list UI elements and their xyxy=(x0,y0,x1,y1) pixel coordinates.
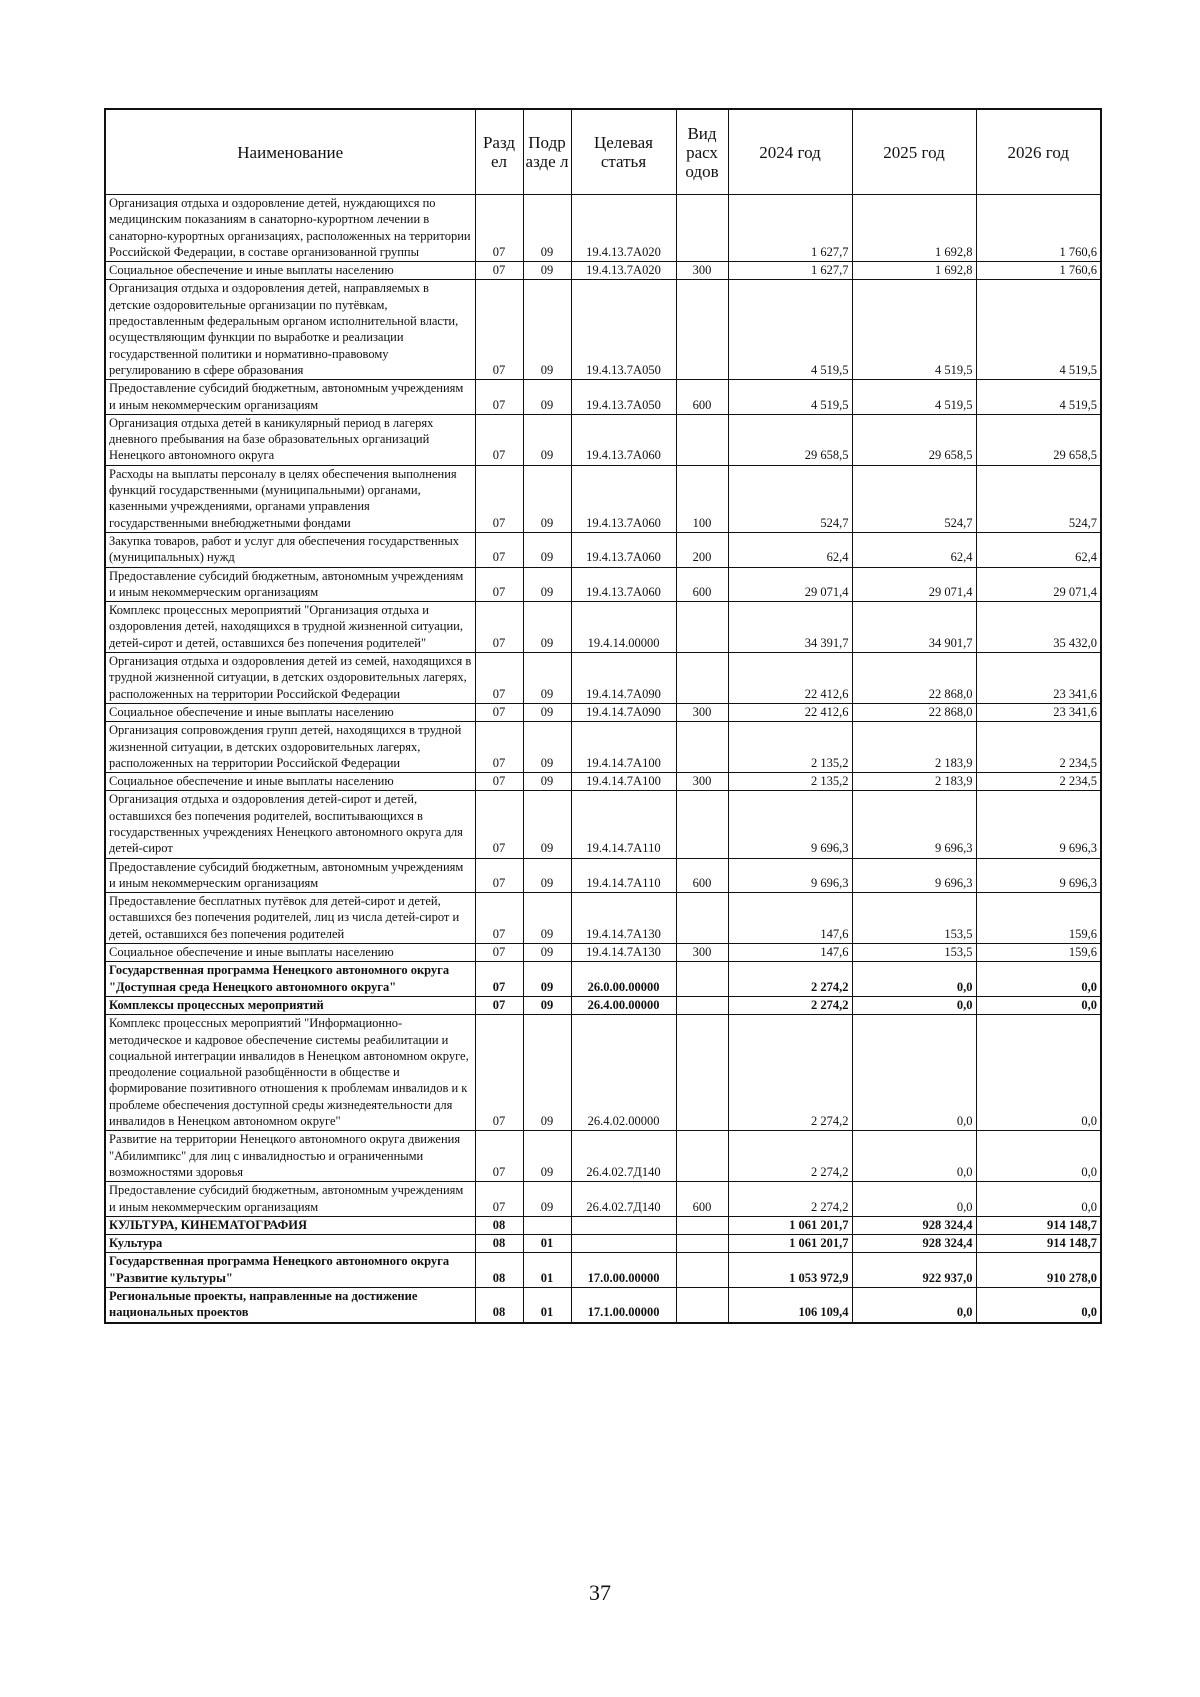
cell-podrazdel: 09 xyxy=(523,893,571,944)
cell-podrazdel: 09 xyxy=(523,195,571,262)
header-2024: 2024 год xyxy=(728,109,852,195)
cell-celevaya-statya: 19.4.13.7А060 xyxy=(571,567,676,602)
cell-name: Комплексы процессных мероприятий xyxy=(105,996,475,1014)
cell-2025: 1 692,8 xyxy=(852,195,976,262)
budget-table xyxy=(104,108,1102,1324)
cell-celevaya-statya xyxy=(571,1216,676,1234)
cell-2024: 29 658,5 xyxy=(728,414,852,465)
cell-name: Предоставление субсидий бюджетным, автономным учреждениям и иным некоммерческим организациям xyxy=(105,380,475,415)
cell-2024: 22 412,6 xyxy=(728,653,852,704)
cell-celevaya-statya: 19.4.14.7А130 xyxy=(571,944,676,962)
table-row xyxy=(105,722,1101,773)
cell-podrazdel: 09 xyxy=(523,962,571,997)
cell-name: Государственная программа Ненецкого автономного округа "Развитие культуры" xyxy=(105,1253,475,1288)
cell-razdel: 07 xyxy=(475,380,523,415)
cell-podrazdel xyxy=(523,1216,571,1234)
cell-celevaya-statya: 19.4.14.7А110 xyxy=(571,791,676,858)
cell-vid-rashodov xyxy=(676,195,728,262)
cell-razdel: 07 xyxy=(475,1182,523,1217)
cell-podrazdel: 09 xyxy=(523,532,571,567)
cell-razdel: 07 xyxy=(475,893,523,944)
cell-2024: 1 061 201,7 xyxy=(728,1216,852,1234)
table-row xyxy=(105,1216,1101,1234)
cell-celevaya-statya: 26.0.00.00000 xyxy=(571,962,676,997)
cell-podrazdel: 09 xyxy=(523,773,571,791)
cell-name: Социальное обеспечение и иные выплаты населению xyxy=(105,703,475,721)
cell-2024: 2 274,2 xyxy=(728,1131,852,1182)
cell-2025: 22 868,0 xyxy=(852,653,976,704)
cell-2024: 524,7 xyxy=(728,465,852,532)
cell-celevaya-statya xyxy=(571,1235,676,1253)
cell-2025: 922 937,0 xyxy=(852,1253,976,1288)
cell-podrazdel: 09 xyxy=(523,1182,571,1217)
cell-2026: 0,0 xyxy=(976,1182,1101,1217)
cell-2024: 147,6 xyxy=(728,944,852,962)
cell-celevaya-statya: 19.4.14.7А100 xyxy=(571,773,676,791)
table-row xyxy=(105,195,1101,262)
cell-name: Предоставление субсидий бюджетным, автономным учреждениям и иным некоммерческим организациям xyxy=(105,1182,475,1217)
header-razdel: Разд ел xyxy=(475,109,523,195)
cell-2025: 0,0 xyxy=(852,1131,976,1182)
cell-razdel: 07 xyxy=(475,791,523,858)
cell-vid-rashodov: 200 xyxy=(676,532,728,567)
cell-name: Комплекс процессных мероприятий "Организация отдыха и оздоровления детей, находящихся в трудной жизненной ситуации, детей-сирот и детей, оставшихся без попечения родителей" xyxy=(105,602,475,653)
cell-podrazdel: 09 xyxy=(523,1015,571,1131)
cell-celevaya-statya: 19.4.13.7А050 xyxy=(571,280,676,380)
table-body xyxy=(105,195,1101,1323)
cell-celevaya-statya: 26.4.00.00000 xyxy=(571,996,676,1014)
cell-name: Закупка товаров, работ и услуг для обеспечения государственных (муниципальных) нужд xyxy=(105,532,475,567)
cell-2024: 1 627,7 xyxy=(728,195,852,262)
cell-2026: 62,4 xyxy=(976,532,1101,567)
header-vid-rashodov: Вид расх одов xyxy=(676,109,728,195)
cell-name: Организация отдыха детей в каникулярный период в лагерях дневного пребывания на базе образовательных организаций Ненецкого автономного округа xyxy=(105,414,475,465)
cell-2026: 2 234,5 xyxy=(976,773,1101,791)
cell-2026: 23 341,6 xyxy=(976,703,1101,721)
cell-vid-rashodov xyxy=(676,1015,728,1131)
cell-2024: 1 627,7 xyxy=(728,262,852,280)
cell-podrazdel: 09 xyxy=(523,1131,571,1182)
cell-vid-rashodov: 300 xyxy=(676,262,728,280)
cell-podrazdel: 09 xyxy=(523,722,571,773)
cell-name: Государственная программа Ненецкого автономного округа "Доступная среда Ненецкого автономного округа" xyxy=(105,962,475,997)
cell-podrazdel: 09 xyxy=(523,465,571,532)
cell-razdel: 07 xyxy=(475,703,523,721)
page-number: 37 xyxy=(589,1580,611,1605)
cell-vid-rashodov xyxy=(676,791,728,858)
cell-vid-rashodov xyxy=(676,996,728,1014)
cell-podrazdel: 09 xyxy=(523,944,571,962)
cell-podrazdel: 09 xyxy=(523,567,571,602)
cell-vid-rashodov xyxy=(676,1288,728,1323)
cell-razdel: 07 xyxy=(475,195,523,262)
cell-vid-rashodov: 300 xyxy=(676,773,728,791)
cell-name: Предоставление бесплатных путёвок для детей-сирот и детей, оставшихся без попечения родителей, лиц из числа детей-сирот и детей, оставшихся без попечения родителей xyxy=(105,893,475,944)
cell-2026: 9 696,3 xyxy=(976,858,1101,893)
cell-razdel: 07 xyxy=(475,262,523,280)
cell-2025: 4 519,5 xyxy=(852,380,976,415)
cell-celevaya-statya: 19.4.13.7А060 xyxy=(571,414,676,465)
cell-celevaya-statya: 26.4.02.00000 xyxy=(571,1015,676,1131)
header-name: Наименование xyxy=(105,109,475,195)
cell-2024: 4 519,5 xyxy=(728,280,852,380)
cell-name: Предоставление субсидий бюджетным, автономным учреждениям и иным некоммерческим организациям xyxy=(105,858,475,893)
cell-2024: 22 412,6 xyxy=(728,703,852,721)
cell-2024: 2 274,2 xyxy=(728,996,852,1014)
cell-2024: 1 061 201,7 xyxy=(728,1235,852,1253)
table-row xyxy=(105,465,1101,532)
cell-vid-rashodov: 600 xyxy=(676,1182,728,1217)
cell-vid-rashodov: 300 xyxy=(676,703,728,721)
cell-celevaya-statya: 26.4.02.7Д140 xyxy=(571,1182,676,1217)
cell-2025: 62,4 xyxy=(852,532,976,567)
header-row xyxy=(105,109,1101,195)
cell-name: Организация отдыха и оздоровления детей, направляемых в детские оздоровительные организации по путёвкам, предоставленным федеральным органом исполнительной власти, осуществляющим функции по выработке и реализации государственной политики и нормативно-правовому регулированию в сфере образования xyxy=(105,280,475,380)
table-row xyxy=(105,893,1101,944)
cell-2025: 2 183,9 xyxy=(852,773,976,791)
cell-vid-rashodov xyxy=(676,1131,728,1182)
cell-2025: 9 696,3 xyxy=(852,791,976,858)
cell-2025: 0,0 xyxy=(852,962,976,997)
cell-razdel: 07 xyxy=(475,465,523,532)
cell-razdel: 07 xyxy=(475,858,523,893)
cell-razdel: 07 xyxy=(475,944,523,962)
cell-razdel: 07 xyxy=(475,280,523,380)
cell-2025: 29 658,5 xyxy=(852,414,976,465)
cell-razdel: 07 xyxy=(475,722,523,773)
cell-2025: 153,5 xyxy=(852,944,976,962)
cell-2024: 147,6 xyxy=(728,893,852,944)
cell-celevaya-statya: 19.4.14.7А100 xyxy=(571,722,676,773)
cell-2025: 153,5 xyxy=(852,893,976,944)
table-row xyxy=(105,1235,1101,1253)
header-celevaya-statya: Целевая статья xyxy=(571,109,676,195)
cell-vid-rashodov: 600 xyxy=(676,380,728,415)
table-row xyxy=(105,262,1101,280)
table-row xyxy=(105,1182,1101,1217)
cell-2024: 9 696,3 xyxy=(728,791,852,858)
cell-2025: 2 183,9 xyxy=(852,722,976,773)
cell-vid-rashodov xyxy=(676,280,728,380)
cell-name: Культура xyxy=(105,1235,475,1253)
cell-2026: 23 341,6 xyxy=(976,653,1101,704)
cell-2026: 0,0 xyxy=(976,996,1101,1014)
cell-2024: 62,4 xyxy=(728,532,852,567)
cell-vid-rashodov: 600 xyxy=(676,858,728,893)
cell-vid-rashodov xyxy=(676,653,728,704)
cell-2024: 9 696,3 xyxy=(728,858,852,893)
cell-name: Организация отдыха и оздоровления детей-сирот и детей, оставшихся без попечения родителей, воспитывающихся в государственных учреждениях Ненецкого автономного округа для детей-сирот xyxy=(105,791,475,858)
cell-razdel: 07 xyxy=(475,1131,523,1182)
cell-podrazdel: 09 xyxy=(523,858,571,893)
cell-2026: 2 234,5 xyxy=(976,722,1101,773)
table-row xyxy=(105,653,1101,704)
cell-2026: 0,0 xyxy=(976,1015,1101,1131)
cell-razdel: 07 xyxy=(475,1015,523,1131)
header-2026: 2026 год xyxy=(976,109,1101,195)
header-2025: 2025 год xyxy=(852,109,976,195)
table-row xyxy=(105,996,1101,1014)
cell-podrazdel: 09 xyxy=(523,414,571,465)
cell-name: Региональные проекты, направленные на достижение национальных проектов xyxy=(105,1288,475,1323)
table-row xyxy=(105,703,1101,721)
cell-celevaya-statya: 17.0.00.00000 xyxy=(571,1253,676,1288)
cell-podrazdel: 09 xyxy=(523,791,571,858)
cell-2025: 4 519,5 xyxy=(852,280,976,380)
cell-vid-rashodov xyxy=(676,1235,728,1253)
cell-celevaya-statya: 19.4.14.7А130 xyxy=(571,893,676,944)
cell-celevaya-statya: 19.4.13.7А020 xyxy=(571,262,676,280)
cell-name: Организация сопровождения групп детей, находящихся в трудной жизненной ситуации, в детских оздоровительных лагерях, расположенных на территории Российской Федерации xyxy=(105,722,475,773)
table-row xyxy=(105,1015,1101,1131)
cell-2026: 29 071,4 xyxy=(976,567,1101,602)
cell-podrazdel: 09 xyxy=(523,996,571,1014)
cell-2026: 0,0 xyxy=(976,962,1101,997)
cell-2024: 2 274,2 xyxy=(728,1015,852,1131)
cell-2024: 29 071,4 xyxy=(728,567,852,602)
cell-2024: 4 519,5 xyxy=(728,380,852,415)
cell-2026: 4 519,5 xyxy=(976,280,1101,380)
cell-celevaya-statya: 19.4.14.7А110 xyxy=(571,858,676,893)
table-row xyxy=(105,1253,1101,1288)
cell-razdel: 08 xyxy=(475,1235,523,1253)
cell-vid-rashodov xyxy=(676,893,728,944)
cell-celevaya-statya: 26.4.02.7Д140 xyxy=(571,1131,676,1182)
cell-name: Социальное обеспечение и иные выплаты населению xyxy=(105,944,475,962)
cell-celevaya-statya: 19.4.14.7А090 xyxy=(571,653,676,704)
cell-2026: 914 148,7 xyxy=(976,1235,1101,1253)
cell-razdel: 07 xyxy=(475,567,523,602)
cell-podrazdel: 09 xyxy=(523,653,571,704)
cell-razdel: 07 xyxy=(475,773,523,791)
cell-name: Комплекс процессных мероприятий "Информационно-методическое и кадровое обеспечение системы реабилитации и социальной интеграции инвалидов в Ненецком автономном округе, преодоление социальной разобщённости в обществе и формирование позитивного отношения к проблемам инвалидов и к проблеме обеспечения доступной среды жизнедеятельности для инвалидов в Ненецком автономном округе" xyxy=(105,1015,475,1131)
cell-vid-rashodov xyxy=(676,1253,728,1288)
cell-podrazdel: 09 xyxy=(523,280,571,380)
cell-2025: 22 868,0 xyxy=(852,703,976,721)
cell-vid-rashodov xyxy=(676,602,728,653)
cell-2024: 34 391,7 xyxy=(728,602,852,653)
cell-2026: 524,7 xyxy=(976,465,1101,532)
cell-vid-rashodov: 600 xyxy=(676,567,728,602)
cell-razdel: 07 xyxy=(475,602,523,653)
cell-2026: 0,0 xyxy=(976,1131,1101,1182)
cell-celevaya-statya: 19.4.14.00000 xyxy=(571,602,676,653)
cell-2025: 928 324,4 xyxy=(852,1235,976,1253)
cell-celevaya-statya: 19.4.13.7А020 xyxy=(571,195,676,262)
cell-2025: 0,0 xyxy=(852,996,976,1014)
cell-2025: 0,0 xyxy=(852,1288,976,1323)
cell-name: КУЛЬТУРА, КИНЕМАТОГРАФИЯ xyxy=(105,1216,475,1234)
cell-celevaya-statya: 19.4.13.7А060 xyxy=(571,532,676,567)
cell-podrazdel: 09 xyxy=(523,380,571,415)
cell-2024: 2 135,2 xyxy=(728,773,852,791)
cell-2026: 0,0 xyxy=(976,1288,1101,1323)
cell-razdel: 07 xyxy=(475,996,523,1014)
table-row xyxy=(105,962,1101,997)
cell-2025: 29 071,4 xyxy=(852,567,976,602)
cell-2024: 1 053 972,9 xyxy=(728,1253,852,1288)
table-row xyxy=(105,944,1101,962)
cell-podrazdel: 09 xyxy=(523,262,571,280)
cell-2024: 2 274,2 xyxy=(728,1182,852,1217)
cell-vid-rashodov: 300 xyxy=(676,944,728,962)
table-row xyxy=(105,380,1101,415)
table-row xyxy=(105,791,1101,858)
table-row xyxy=(105,1288,1101,1323)
cell-name: Организация отдыха и оздоровление детей, нуждающихся по медицинским показаниям в санаторно-курортном лечении в санаторно-курортных организациях, расположенных на территории Российской Федерации, в составе организованной группы xyxy=(105,195,475,262)
cell-2025: 9 696,3 xyxy=(852,858,976,893)
cell-razdel: 07 xyxy=(475,414,523,465)
cell-name: Расходы на выплаты персоналу в целях обеспечения выполнения функций государственными (муниципальными) органами, казенными учреждениями, органами управления государственными внебюджетными фондами xyxy=(105,465,475,532)
table-row xyxy=(105,532,1101,567)
cell-2025: 0,0 xyxy=(852,1182,976,1217)
cell-2024: 106 109,4 xyxy=(728,1288,852,1323)
cell-vid-rashodov xyxy=(676,1216,728,1234)
cell-podrazdel: 01 xyxy=(523,1235,571,1253)
cell-2026: 159,6 xyxy=(976,944,1101,962)
cell-vid-rashodov xyxy=(676,722,728,773)
cell-razdel: 07 xyxy=(475,962,523,997)
header-podrazdel: Подр азде л xyxy=(523,109,571,195)
table-row xyxy=(105,567,1101,602)
cell-name: Социальное обеспечение и иные выплаты населению xyxy=(105,773,475,791)
cell-2025: 928 324,4 xyxy=(852,1216,976,1234)
cell-podrazdel: 01 xyxy=(523,1253,571,1288)
cell-razdel: 08 xyxy=(475,1216,523,1234)
cell-celevaya-statya: 19.4.13.7А060 xyxy=(571,465,676,532)
cell-podrazdel: 01 xyxy=(523,1288,571,1323)
cell-2026: 910 278,0 xyxy=(976,1253,1101,1288)
cell-podrazdel: 09 xyxy=(523,703,571,721)
cell-2024: 2 274,2 xyxy=(728,962,852,997)
cell-name: Предоставление субсидий бюджетным, автономным учреждениям и иным некоммерческим организациям xyxy=(105,567,475,602)
cell-celevaya-statya: 19.4.14.7А090 xyxy=(571,703,676,721)
cell-2024: 2 135,2 xyxy=(728,722,852,773)
cell-2025: 34 901,7 xyxy=(852,602,976,653)
table-row xyxy=(105,280,1101,380)
cell-2025: 524,7 xyxy=(852,465,976,532)
cell-2026: 1 760,6 xyxy=(976,195,1101,262)
cell-vid-rashodov xyxy=(676,962,728,997)
cell-2025: 1 692,8 xyxy=(852,262,976,280)
table-row xyxy=(105,602,1101,653)
cell-2026: 1 760,6 xyxy=(976,262,1101,280)
cell-name: Развитие на территории Ненецкого автономного округа движения "Абилимпикс" для лиц с инвалидностью и ограниченными возможностями здоровья xyxy=(105,1131,475,1182)
cell-celevaya-statya: 19.4.13.7А050 xyxy=(571,380,676,415)
cell-vid-rashodov: 100 xyxy=(676,465,728,532)
cell-2026: 35 432,0 xyxy=(976,602,1101,653)
cell-2026: 159,6 xyxy=(976,893,1101,944)
cell-2026: 29 658,5 xyxy=(976,414,1101,465)
cell-razdel: 07 xyxy=(475,653,523,704)
cell-celevaya-statya: 17.1.00.00000 xyxy=(571,1288,676,1323)
cell-razdel: 08 xyxy=(475,1253,523,1288)
cell-name: Социальное обеспечение и иные выплаты населению xyxy=(105,262,475,280)
cell-podrazdel: 09 xyxy=(523,602,571,653)
cell-2026: 9 696,3 xyxy=(976,791,1101,858)
cell-razdel: 07 xyxy=(475,532,523,567)
cell-2026: 914 148,7 xyxy=(976,1216,1101,1234)
table-row xyxy=(105,858,1101,893)
table-row xyxy=(105,773,1101,791)
cell-razdel: 08 xyxy=(475,1288,523,1323)
cell-2026: 4 519,5 xyxy=(976,380,1101,415)
cell-2025: 0,0 xyxy=(852,1015,976,1131)
table-row xyxy=(105,1131,1101,1182)
cell-vid-rashodov xyxy=(676,414,728,465)
table-row xyxy=(105,414,1101,465)
cell-name: Организация отдыха и оздоровления детей из семей, находящихся в трудной жизненной ситуации, в детских оздоровительных лагерях, расположенных на территории Российской Федерации xyxy=(105,653,475,704)
